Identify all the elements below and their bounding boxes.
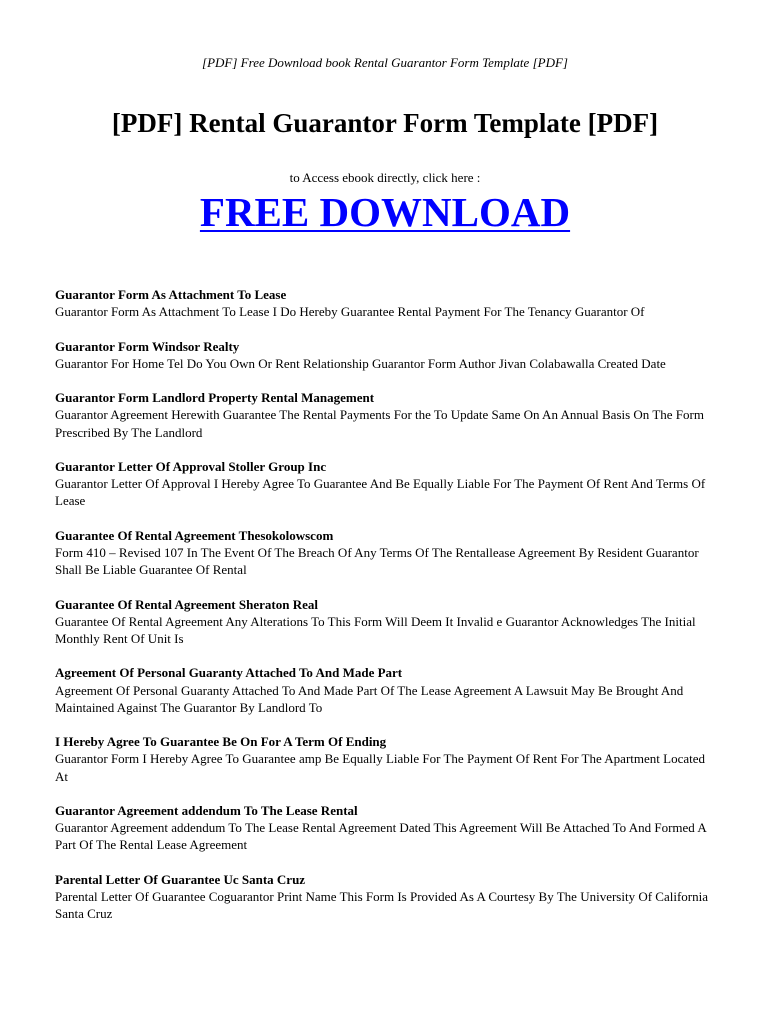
list-item [55, 338, 720, 372]
list-item [55, 596, 720, 648]
free-download-link[interactable]: FREE DOWNLOAD [199, 189, 571, 235]
entry-heading: Guarantee Of Rental Agreement Thesokolowscom [55, 527, 334, 543]
entry-heading: Guarantor Form As Attachment To Lease [55, 287, 287, 302]
list-item [55, 389, 720, 441]
entry-heading: Parental Letter Of Guarantee Uc Santa Cruz [55, 871, 306, 887]
entry-body: Guarantor For Home Tel Do You Own Or Rent Relationship Guarantor Form Author Jivan Colabawalla Created Date [55, 355, 666, 371]
list-item [55, 871, 720, 923]
entry-heading: Guarantee Of Rental Agreement Sheraton Real [55, 596, 318, 612]
header-note: [PDF] Free Download book Rental Guarantor Form Template [PDF] [202, 55, 568, 70]
entry-list [55, 286, 720, 940]
entry-body: Guarantor Agreement Herewith Guarantee The Rental Payments For the To Update Same On An Annual Basis On The Form Prescribed By The Landlord [55, 407, 704, 440]
list-item [55, 664, 720, 716]
entry-heading: Guarantor Letter Of Approval Stoller Group Inc [55, 458, 327, 474]
entry-body: Guarantor Letter Of Approval I Hereby Agree To Guarantee And Be Equally Liable For The Payment Of Rent And Terms Of Lease [55, 476, 706, 509]
entry-heading: Agreement Of Personal Guaranty Attached To And Made Part [55, 665, 403, 681]
download-link-container [0, 188, 770, 236]
list-item [55, 527, 720, 579]
entry-heading: Guarantor Form Windsor Realty [55, 338, 240, 354]
list-item [55, 286, 720, 320]
entry-body: Agreement Of Personal Guaranty Attached To And Made Part Of The Lease Agreement A Lawsuit May Be Brought And Maintained Against The Guarantor By Landlord To [55, 682, 684, 715]
list-item [55, 733, 720, 785]
list-item [55, 802, 720, 854]
entry-heading: Guarantor Agreement addendum To The Lease Rental [55, 802, 358, 818]
entry-heading: I Hereby Agree To Guarantee Be On For A Term Of Ending [55, 734, 387, 750]
page-title: [PDF] Rental Guarantor Form Template [PDF] [111, 108, 659, 138]
entry-body: Guarantee Of Rental Agreement Any Alterations To This Form Will Deem It Invalid e Guarantor Acknowledges The Initial Monthly Rent Of Unit Is [55, 613, 696, 646]
entry-body: Guarantor Form I Hereby Agree To Guarantee amp Be Equally Liable For The Payment Of Rent For The Apartment Located At [55, 751, 705, 784]
entry-body: Guarantor Form As Attachment To Lease I Do Hereby Guarantee Rental Payment For The Tenancy Guarantor Of [55, 304, 645, 320]
entry-heading: Guarantor Form Landlord Property Rental Management [55, 390, 375, 406]
list-item [55, 458, 720, 510]
entry-body: Guarantor Agreement addendum To The Lease Rental Agreement Dated This Agreement Will Be Attached To And Formed A Part Of The Rental Lease Agreement [55, 820, 706, 853]
access-text: to Access ebook directly, click here : [289, 170, 481, 185]
entry-body: Form 410 – Revised 107 In The Event Of The Breach Of Any Terms Of The Rentallease Agreement By Resident Guarantor Shall Be Liable Guarantee Of Rental [55, 544, 699, 578]
entry-body: Parental Letter Of Guarantee Coguarantor Print Name This Form Is Provided As A Courtesy By The University Of California Santa Cruz [55, 888, 709, 922]
